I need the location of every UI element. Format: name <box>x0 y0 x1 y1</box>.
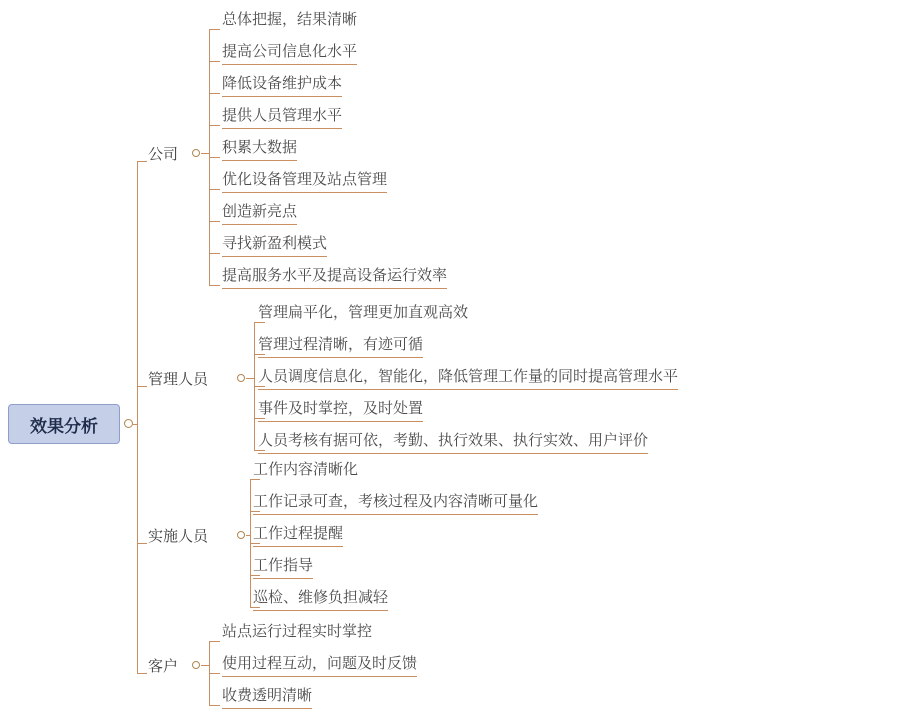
connector-leaf-1-6 <box>209 189 220 190</box>
leaf-node[interactable]: 巡检、维修负担减轻 <box>253 588 388 611</box>
root-node[interactable] <box>8 404 120 444</box>
leaf-node[interactable]: 工作内容清晰化 <box>253 461 359 478</box>
connector-leaf-1-8 <box>209 253 220 254</box>
branch-4-collapse-toggle-icon[interactable] <box>192 661 200 669</box>
leaf-node[interactable]: 提供人员管理水平 <box>222 106 342 129</box>
connector-branch-3 <box>137 543 147 544</box>
branch-1-collapse-toggle-icon[interactable] <box>192 149 200 157</box>
leaf-node[interactable]: 管理过程清晰，有迹可循 <box>258 335 423 358</box>
connector-leaf-4-1 <box>209 641 220 642</box>
leaf-node[interactable]: 人员考核有据可依，考勤、执行效果、执行实效、用户评价 <box>258 431 648 454</box>
leaf-node[interactable]: 工作记录可查，考核过程及内容清晰可量化 <box>253 492 538 515</box>
leaf-node[interactable]: 工作指导 <box>253 556 313 579</box>
branch-label-4[interactable]: 客户 <box>148 658 179 675</box>
leaf-node[interactable]: 降低设备维护成本 <box>222 74 342 97</box>
connector-branch-1 <box>137 161 147 162</box>
connector-leaf-1-3 <box>209 93 220 94</box>
connector-branch-4-stem <box>201 665 209 666</box>
leaf-node[interactable]: 提高公司信息化水平 <box>222 42 357 65</box>
branch-label-2[interactable]: 管理人员 <box>148 371 209 388</box>
connector-leaf-1-1 <box>209 29 220 30</box>
leaf-node[interactable]: 人员调度信息化，智能化，降低管理工作量的同时提高管理水平 <box>258 367 678 390</box>
connector-branch-4 <box>137 673 147 674</box>
root-node-label: 效果分析 <box>30 416 98 436</box>
connector-leaf-1-2 <box>209 61 220 62</box>
leaf-node[interactable]: 管理扁平化，管理更加直观高效 <box>258 304 469 321</box>
leaf-node[interactable]: 总体把握，结果清晰 <box>222 11 358 28</box>
leaf-node[interactable]: 创造新亮点 <box>222 202 297 225</box>
leaf-node[interactable]: 工作过程提醒 <box>253 524 343 547</box>
branch-label-1[interactable]: 公司 <box>148 146 179 163</box>
leaf-node[interactable]: 寻找新盈利模式 <box>222 234 327 257</box>
connector-leaf-4-2 <box>209 673 220 674</box>
connector-leaf-1-9 <box>209 285 220 286</box>
leaf-node[interactable]: 优化设备管理及站点管理 <box>222 170 387 193</box>
leaf-node[interactable]: 事件及时掌控，及时处置 <box>258 399 423 422</box>
root-collapse-toggle-icon[interactable] <box>124 419 133 428</box>
leaf-node[interactable]: 站点运行过程实时掌控 <box>222 623 373 640</box>
leaf-node[interactable]: 收费透明清晰 <box>222 686 312 709</box>
branch-2-collapse-toggle-icon[interactable] <box>237 374 245 382</box>
leaf-node[interactable]: 使用过程互动，问题及时反馈 <box>222 654 417 677</box>
connector-leaf-1-7 <box>209 221 220 222</box>
connector-leaf-4-3 <box>209 705 220 706</box>
connector-branch-2 <box>137 386 147 387</box>
leaf-node[interactable]: 提高服务水平及提高设备运行效率 <box>222 266 447 289</box>
connector-branch-1-stem <box>201 153 209 154</box>
leaf-node[interactable]: 积累大数据 <box>222 138 297 161</box>
connector-branch-2-stem <box>246 378 254 379</box>
connector-leaf-1-4 <box>209 125 220 126</box>
branch-3-collapse-toggle-icon[interactable] <box>237 531 245 539</box>
connector-leaf-1-5 <box>209 157 220 158</box>
connector-root-spine <box>137 161 138 673</box>
branch-label-3[interactable]: 实施人员 <box>148 528 209 545</box>
